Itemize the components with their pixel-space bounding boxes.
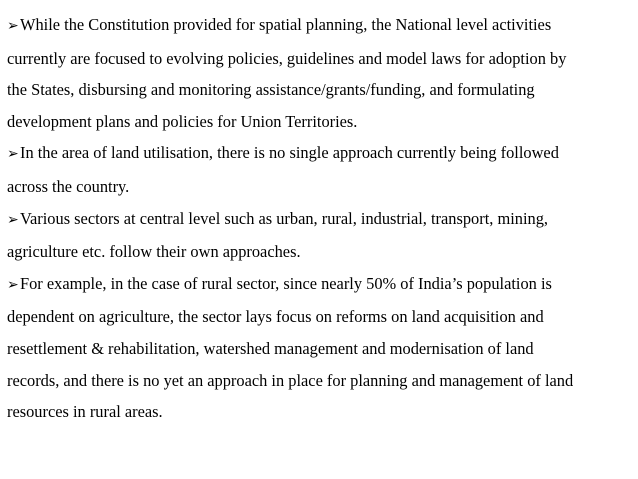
bullet-item [7, 137, 633, 202]
arrow-right-bullet-icon: ➢ [7, 19, 19, 34]
bullet-list [7, 9, 633, 428]
bullet-text: While the Constitution provided for spatial planning, the National level activities [20, 15, 552, 34]
bullet-item [7, 268, 633, 428]
bullet-line [7, 268, 633, 302]
bullet-line: resettlement & rehabilitation, watershed management and modernisation of land [7, 338, 534, 358]
bullet-text: Various sectors at central level such as urban, rural, industrial, transport, mining, [20, 208, 548, 228]
bullet-line: development plans and policies for Union Territories. [7, 111, 358, 131]
bullet-line: across the country. [7, 176, 130, 196]
bullet-text: In the area of land utilisation, there is no single approach currently being followed [20, 143, 559, 163]
bullet-line: records, and there is no yet an approach in place for planning and management of land [7, 370, 574, 390]
bullet-line: the States, disbursing and monitoring assistance/grants/funding, and formulating [7, 80, 535, 100]
arrow-right-bullet-icon: ➢ [7, 147, 19, 163]
bullet-line [7, 9, 633, 43]
bullet-line: resources in rural areas. [7, 402, 163, 422]
bullet-line: currently are focused to evolving policies, guidelines and model laws for adoption by [7, 48, 567, 68]
bullet-line: agriculture etc. follow their own approaches. [7, 242, 301, 262]
bullet-text: For example, in the case of rural sector, since nearly 50% of India’s population is [20, 273, 552, 293]
arrow-right-bullet-icon: ➢ [7, 277, 19, 293]
bullet-item [7, 9, 633, 137]
bullet-item [7, 203, 633, 268]
bullet-line: dependent on agriculture, the sector lays focus on reforms on land acquisition and [7, 307, 544, 327]
arrow-right-bullet-icon: ➢ [7, 212, 19, 228]
bullet-line [7, 203, 633, 237]
bullet-line [7, 137, 633, 171]
